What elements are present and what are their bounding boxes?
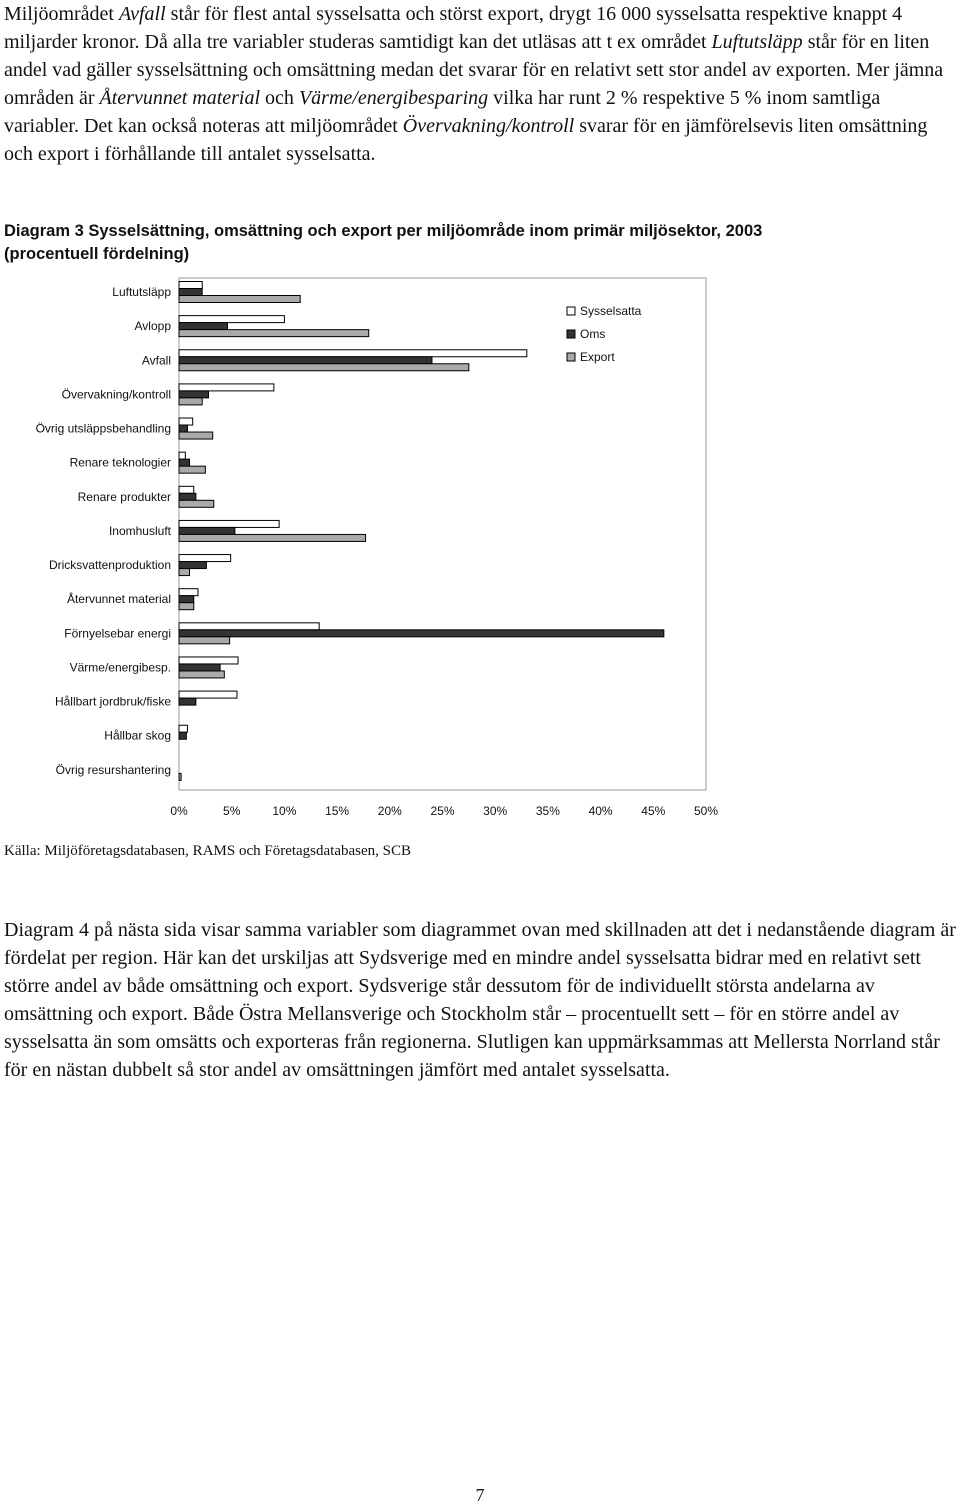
bar-oms-varme-energibesp bbox=[179, 664, 220, 671]
bar-sysselsatta-inomhusluft bbox=[179, 520, 279, 527]
legend-swatch-oms bbox=[567, 330, 575, 338]
category-label-renare-teknologier: Renare teknologier bbox=[69, 455, 171, 470]
x-tick-label-10: 50% bbox=[693, 804, 719, 818]
bar-sysselsatta-renare-teknologier bbox=[179, 452, 185, 459]
category-label-avfall: Avfall bbox=[141, 353, 171, 368]
bar-export-avlopp bbox=[179, 330, 369, 337]
bar-sysselsatta-varme-energibesp bbox=[179, 657, 238, 664]
bar-sysselsatta-avlopp bbox=[179, 316, 284, 323]
category-label-ovrig-utslappsbehandling: Övrig utsläppsbehandling bbox=[35, 421, 171, 436]
legend-label-sysselsatta: Sysselsatta bbox=[580, 304, 642, 318]
bar-sysselsatta-hallbar-skog bbox=[179, 725, 187, 732]
x-tick-label-2: 10% bbox=[272, 804, 297, 818]
bar-export-dricksvattenproduktion bbox=[179, 569, 190, 576]
x-tick-label-9: 45% bbox=[641, 804, 666, 818]
bar-sysselsatta-dricksvattenproduktion bbox=[179, 555, 231, 562]
bar-export-atervunnet-material bbox=[179, 603, 194, 610]
bar-sysselsatta-ovrig-utslappsbehandling bbox=[179, 418, 193, 425]
term-luftutslapp: Luftutsläpp bbox=[711, 31, 803, 53]
bar-export-renare-produkter bbox=[179, 500, 214, 507]
category-label-fornyelsebar-energi: Förnyelsebar energi bbox=[64, 626, 171, 641]
category-label-atervunnet-material: Återvunnet material bbox=[66, 592, 171, 607]
bar-sysselsatta-fornyelsebar-energi bbox=[179, 623, 319, 630]
legend-swatch-sysselsatta bbox=[567, 307, 575, 315]
category-label-hallbart-jordbruk-fiske: Hållbart jordbruk/fiske bbox=[54, 694, 171, 709]
bar-sysselsatta-atervunnet-material bbox=[179, 589, 198, 596]
page-number: 7 bbox=[475, 1485, 485, 1505]
caption-line-1: Diagram 3 Sysselsättning, omsättning och export per miljöområde inom primär miljösektor, 2003 bbox=[4, 222, 763, 240]
bar-oms-renare-teknologier bbox=[179, 459, 190, 466]
chart-caption bbox=[4, 220, 944, 266]
bar-oms-overvakning-kontroll bbox=[179, 391, 209, 398]
legend-swatch-export bbox=[567, 353, 575, 361]
caption-line-2: (procentuell fördelning) bbox=[4, 245, 190, 263]
x-tick-label-5: 25% bbox=[430, 804, 455, 818]
bar-oms-avlopp bbox=[179, 323, 227, 330]
x-tick-label-4: 20% bbox=[377, 804, 402, 818]
bar-oms-renare-produkter bbox=[179, 493, 196, 500]
body-paragraph: Diagram 4 på nästa sida visar samma variabler som diagrammet ovan med skillnaden att det i nedanstående diagram är fördelat per region. Här kan det urskiljas att Sydsverige med en mindre andel sysselsatta bidrar med en relativt sett större andel av både omsättning och export. Sydsverige står dessutom för de individuellt största andelarna av omsättning och export. Både Östra Mellansverige och Stockholm står – procentuellt sett – för en större andel av sysselsatta än som omsätts och exporteras från regionerna. Slutligen kan uppmärksammas att Mellersta Norrland står för en nästan dubbelt så stor andel av omsättningen jämfört med antalet sysselsatta. bbox=[4, 919, 956, 1081]
category-label-avlopp: Avlopp bbox=[134, 319, 171, 334]
bar-sysselsatta-hallbart-jordbruk-fiske bbox=[179, 691, 237, 698]
x-tick-label-3: 15% bbox=[325, 804, 350, 818]
bar-oms-hallbar-skog bbox=[179, 732, 186, 739]
bar-sysselsatta-renare-produkter bbox=[179, 486, 194, 493]
bar-export-avfall bbox=[179, 364, 469, 371]
bar-export-inomhusluft bbox=[179, 534, 366, 541]
bar-sysselsatta-overvakning-kontroll bbox=[179, 384, 274, 391]
category-label-inomhusluft: Inomhusluft bbox=[108, 523, 171, 538]
bar-export-renare-teknologier bbox=[179, 466, 205, 473]
source-note: Källa: Miljöföretagsdatabasen, RAMS och Företagsdatabasen, SCB bbox=[4, 843, 412, 859]
bar-export-luftutslapp bbox=[179, 296, 300, 303]
term-varme: Värme/energibesparing bbox=[298, 87, 489, 109]
intro-paragraph: Miljöområdet Avfall står för flest antal sysselsatta och störst export, drygt 16 000 sysselsatta respektive knappt 4 miljarder kronor. Då alla tre variabler studeras samtidigt kan det utläsas att t ex området Luftutsläpp står för en liten andel vad gäller sysselsättning och omsättning medan det svarar för en relativt sett stor andel av exporten. Mer jämna områden är Återvunnet material och Värme/energibesparing vilka har runt 2 % respektive 5 % inom samtliga variabler. Det kan också noteras att miljöområdet Övervakning/kontroll svarar för en jämförelsevis liten omsättning och export i förhållande till antalet sysselsatta. bbox=[4, 3, 944, 165]
bar-chart bbox=[0, 270, 960, 830]
bar-export-fornyelsebar-energi bbox=[179, 637, 230, 644]
category-label-varme-energibesp: Värme/energibesp. bbox=[69, 660, 171, 675]
bar-export-ovrig-utslappsbehandling bbox=[179, 432, 213, 439]
x-tick-label-6: 30% bbox=[483, 804, 508, 818]
bar-sysselsatta-luftutslapp bbox=[179, 282, 202, 289]
category-label-ovrig-resurshantering: Övrig resurshantering bbox=[55, 762, 171, 777]
x-tick-label-7: 35% bbox=[535, 804, 560, 818]
bar-oms-atervunnet-material bbox=[179, 596, 194, 603]
category-label-overvakning-kontroll: Övervakning/kontroll bbox=[61, 387, 171, 402]
category-label-renare-produkter: Renare produkter bbox=[77, 489, 171, 504]
bar-oms-ovrig-utslappsbehandling bbox=[179, 425, 187, 432]
term-overvakning: Övervakning/kontroll bbox=[402, 115, 575, 137]
bar-oms-inomhusluft bbox=[179, 527, 235, 534]
x-tick-label-8: 40% bbox=[588, 804, 613, 818]
bar-export-varme-energibesp bbox=[179, 671, 224, 678]
bar-oms-luftutslapp bbox=[179, 289, 202, 296]
category-label-hallbar-skog: Hållbar skog bbox=[104, 728, 171, 743]
bar-export-ovrig-resurshantering bbox=[179, 773, 181, 780]
bar-oms-hallbart-jordbruk-fiske bbox=[179, 698, 196, 705]
legend-label-oms: Oms bbox=[580, 327, 606, 341]
legend-label-export: Export bbox=[580, 350, 615, 364]
bar-oms-fornyelsebar-energi bbox=[179, 630, 664, 637]
bar-export-overvakning-kontroll bbox=[179, 398, 202, 405]
category-label-dricksvattenproduktion: Dricksvattenproduktion bbox=[48, 558, 171, 573]
category-label-luftutslapp: Luftutsläpp bbox=[112, 285, 171, 299]
term-avfall: Avfall bbox=[118, 3, 166, 25]
bar-oms-dricksvattenproduktion bbox=[179, 562, 206, 569]
bar-sysselsatta-avfall bbox=[179, 350, 527, 357]
bar-oms-avfall bbox=[179, 357, 432, 364]
x-tick-label-0: 0% bbox=[170, 804, 188, 818]
x-tick-label-1: 5% bbox=[223, 804, 241, 818]
term-atervunnet: Återvunnet material bbox=[99, 87, 261, 109]
